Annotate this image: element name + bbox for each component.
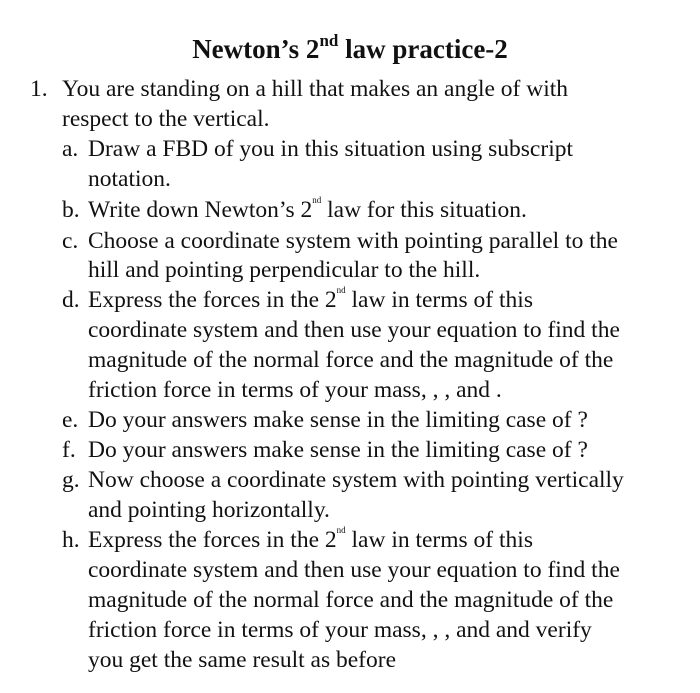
part-h-text-pre: Express the forces in the 2 [88, 527, 337, 553]
part-h-superscript: nd [336, 525, 346, 536]
part-c-label: c. [62, 228, 79, 254]
page-title [0, 33, 700, 65]
part-d-line-1 [88, 285, 533, 315]
question-1-number: 1. [30, 76, 48, 102]
part-c-line-1: Choose a coordinate system with pointing parallel to the [88, 228, 618, 254]
part-h-line-1 [88, 525, 533, 555]
title-prefix: Newton’s 2 [192, 34, 320, 64]
question-1-line-1: You are standing on a hill that makes an angle of with [62, 76, 569, 102]
part-h-line-3: magnitude of the normal force and the magnitude of the [88, 587, 614, 613]
part-h-label: h. [62, 527, 80, 553]
part-c-line-2: hill and pointing perpendicular to the hill. [88, 257, 481, 283]
part-h-line-2: coordinate system and then use your equation to find the [88, 557, 620, 583]
part-f-label: f. [62, 437, 76, 463]
part-f-line-1: Do your answers make sense in the limiting case of ? [88, 437, 588, 463]
question-1-line-2: respect to the vertical. [62, 106, 270, 132]
part-h-text-post: law in terms of this [345, 527, 533, 553]
part-d-text-post: law in terms of this [345, 287, 533, 313]
part-h-line-5: you get the same result as before [88, 647, 397, 673]
part-g-line-2: and pointing horizontally. [88, 497, 330, 523]
part-a-label: a. [62, 136, 79, 162]
part-d-line-2: coordinate system and then use your equation to find the [88, 317, 620, 343]
part-b-superscript: nd [312, 195, 322, 206]
part-d-line-4: friction force in terms of your mass, , , and . [88, 377, 502, 403]
title-suffix: law practice-2 [338, 34, 508, 64]
part-e-label: e. [62, 407, 79, 433]
part-b-label: b. [62, 197, 80, 223]
part-d-label: d. [62, 287, 80, 313]
part-a-line-1: Draw a FBD of you in this situation using subscript [88, 136, 573, 162]
part-d-superscript: nd [336, 285, 346, 296]
part-b-line-1 [88, 195, 527, 225]
part-h-line-4: friction force in terms of your mass, , , and and verify [88, 617, 592, 643]
part-d-line-3: magnitude of the normal force and the magnitude of the [88, 347, 614, 373]
part-b-text-pre: Write down Newton’s 2 [88, 197, 313, 223]
title-superscript: nd [319, 31, 339, 50]
part-g-label: g. [62, 467, 80, 493]
part-d-text-pre: Express the forces in the 2 [88, 287, 337, 313]
part-b-text-post: law for this situation. [321, 197, 527, 223]
part-a-line-2: notation. [88, 166, 171, 192]
part-e-line-1: Do your answers make sense in the limiting case of ? [88, 407, 588, 433]
part-g-line-1: Now choose a coordinate system with pointing vertically [88, 467, 624, 493]
